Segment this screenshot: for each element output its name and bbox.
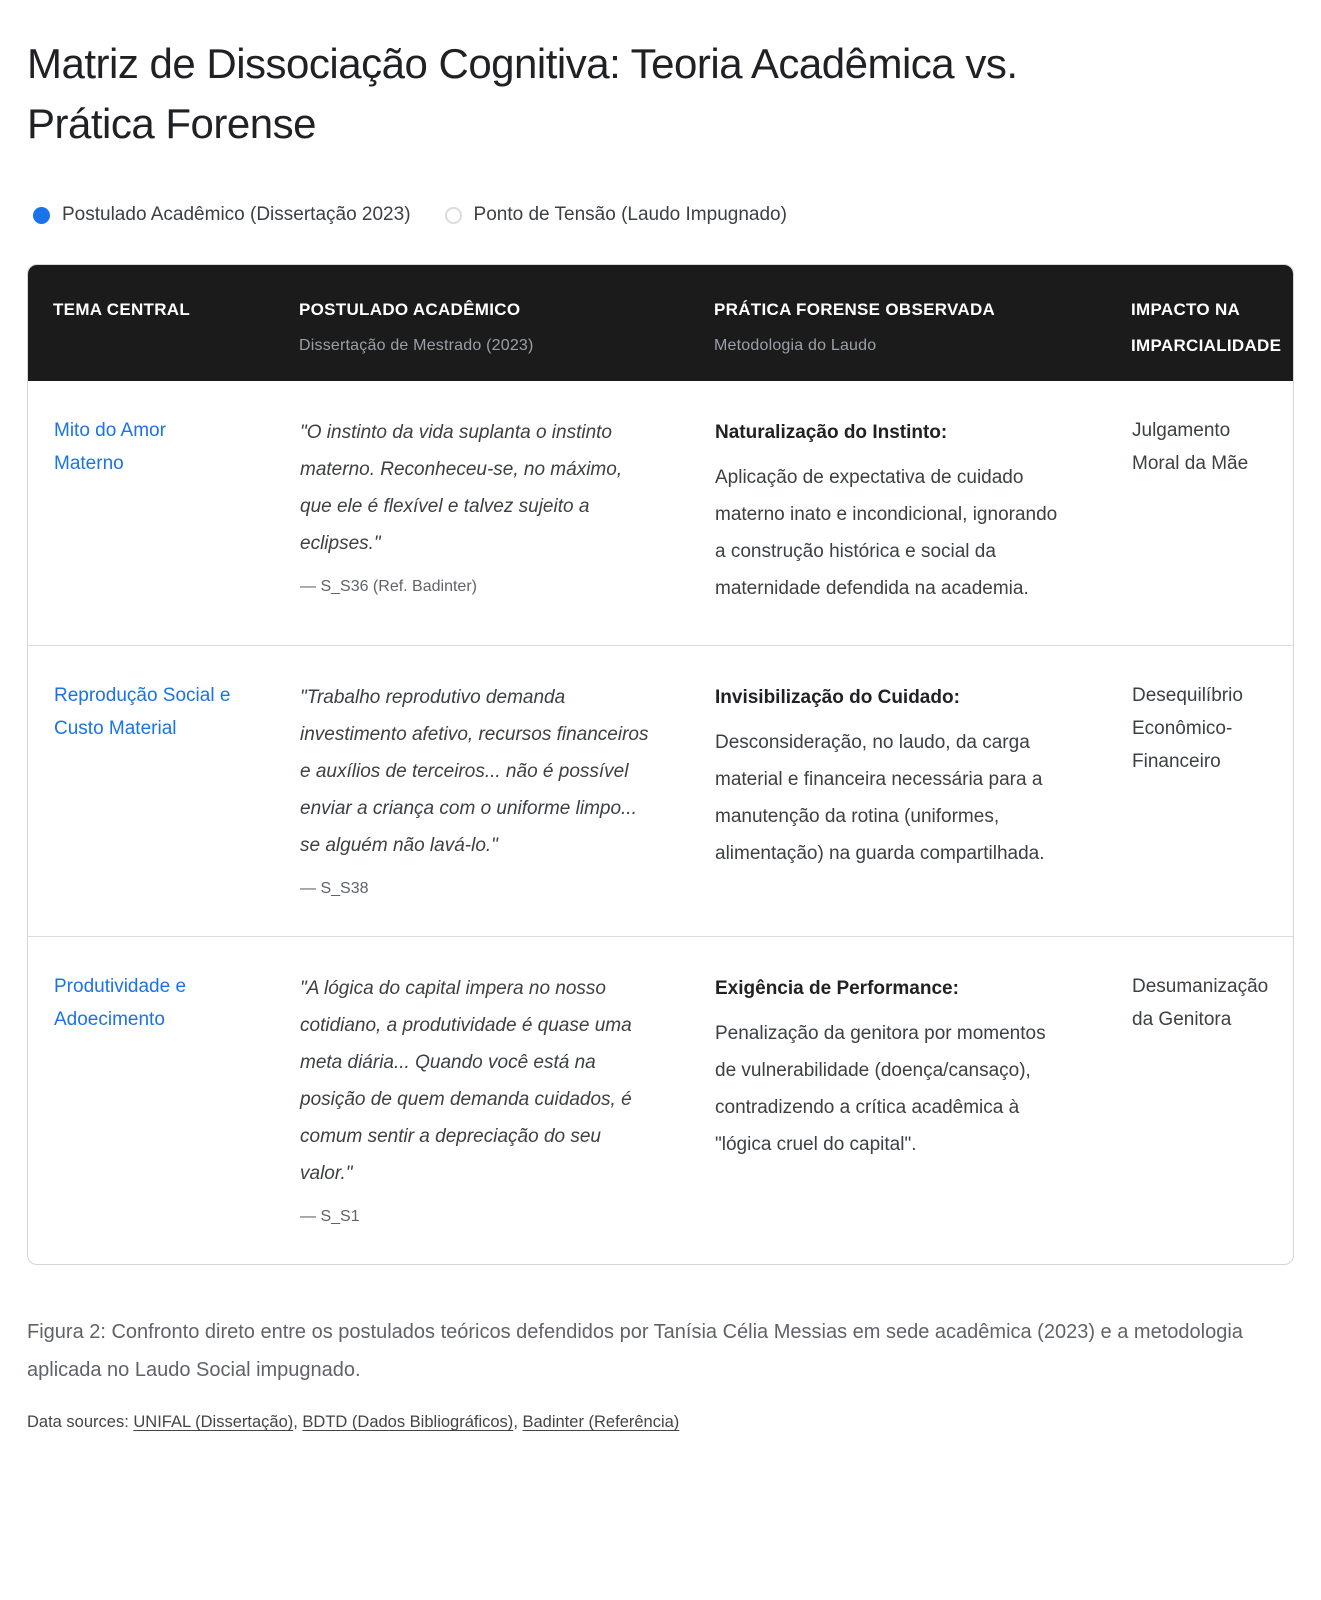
table-row xyxy=(28,936,1293,1264)
legend-item-ponto-de-tensao[interactable] xyxy=(445,204,787,226)
theme-link[interactable]: Reprodução Social e Custo Material xyxy=(54,685,231,739)
source-separator: , xyxy=(513,1413,523,1431)
source-link-unifal[interactable]: UNIFAL (Dissertação) xyxy=(133,1413,294,1431)
hollow-dot-icon xyxy=(445,207,462,224)
quote-text: "A lógica do capital impera no nosso cotidiano, a produtividade é quase uma meta diária... Quando você está na posição de quem demanda cuidados, é comum sentir a depreciação do seu valor." xyxy=(300,978,632,1184)
legend-item-label: Ponto de Tensão (Laudo Impugnado) xyxy=(473,204,787,225)
column-title: PRÁTICA FORENSE OBSERVADA xyxy=(714,300,996,319)
practice-body: Desconsideração, no laudo, da carga material e financeira necessária para a manutenção da rotina (uniformes, alimentação) na guarda compartilhada. xyxy=(715,732,1045,864)
filled-dot-icon xyxy=(33,207,50,224)
column-header-impacto xyxy=(1105,292,1294,364)
comparison-table xyxy=(27,264,1294,1265)
practice-body: Aplicação de expectativa de cuidado materno inato e incondicional, ignorando a construção histórica e social da maternidade defendida na academia. xyxy=(715,467,1058,599)
column-title: POSTULADO ACADÊMICO xyxy=(299,300,521,319)
source-link-badinter[interactable]: Badinter (Referência) xyxy=(522,1413,680,1431)
column-header-tema-central xyxy=(27,292,273,364)
table-header xyxy=(27,264,1294,381)
impact-text: Desequilíbrio Econômico-Financeiro xyxy=(1132,685,1243,772)
quote-cell xyxy=(274,679,689,898)
quote-cell xyxy=(274,414,689,607)
practice-cell xyxy=(689,679,1106,898)
source-link-bdtd[interactable]: BDTD (Dados Bibliográficos) xyxy=(302,1413,514,1431)
quote-citation: — S_S38 xyxy=(300,880,369,897)
column-title: IMPACTO NA IMPARCIALIDADE xyxy=(1131,300,1282,355)
impact-text: Desumanização da Genitora xyxy=(1132,976,1269,1030)
theme-cell xyxy=(28,970,274,1226)
table-row xyxy=(28,645,1293,936)
source-separator: , xyxy=(293,1413,303,1431)
page-title-line2: Prática Forense xyxy=(27,100,316,147)
theme-cell xyxy=(28,679,274,898)
page-title-line1: Matriz de Dissociação Cognitiva: Teoria Acadêmica vs. xyxy=(27,40,1018,87)
column-subtitle: Dissertação de Mestrado (2023) xyxy=(299,337,534,354)
impact-text: Julgamento Moral da Mãe xyxy=(1132,420,1249,474)
column-header-postulado-academico xyxy=(273,292,688,364)
impact-cell xyxy=(1106,970,1293,1226)
theme-cell xyxy=(28,414,274,607)
column-header-pratica-forense xyxy=(688,292,1105,364)
legend xyxy=(27,204,1294,226)
theme-link[interactable]: Produtividade e Adoecimento xyxy=(54,976,187,1030)
practice-title: Naturalização do Instinto: xyxy=(715,422,948,443)
legend-item-label: Postulado Acadêmico (Dissertação 2023) xyxy=(62,204,411,225)
page-title xyxy=(27,34,1294,154)
figure-caption: Figura 2: Confronto direto entre os postulados teóricos defendidos por Tanísia Célia Messias em sede acadêmica (2023) e a metodologia aplicada no Laudo Social impugnado. xyxy=(27,1321,1243,1381)
quote-text: "Trabalho reprodutivo demanda investimento afetivo, recursos financeiros e auxílios de terceiros... não é possível enviar a criança com o uniforme limpo... se alguém não lavá-lo." xyxy=(300,687,649,856)
data-sources xyxy=(27,1413,1294,1432)
impact-cell xyxy=(1106,414,1293,607)
practice-title: Invisibilização do Cuidado: xyxy=(715,687,960,708)
practice-title: Exigência de Performance: xyxy=(715,978,959,999)
quote-citation: — S_S36 (Ref. Badinter) xyxy=(300,578,477,595)
column-title: TEMA CENTRAL xyxy=(53,300,191,319)
legend-item-postulado-academico[interactable] xyxy=(33,204,411,226)
practice-body: Penalização da genitora por momentos de vulnerabilidade (doença/cansaço), contradizendo a crítica acadêmica à "lógica cruel do capital". xyxy=(715,1023,1046,1155)
practice-cell xyxy=(689,414,1106,607)
table-row xyxy=(28,381,1293,645)
column-subtitle: Metodologia do Laudo xyxy=(714,337,877,354)
quote-citation: — S_S1 xyxy=(300,1208,360,1225)
quote-cell xyxy=(274,970,689,1226)
data-sources-prefix: Data sources: xyxy=(27,1413,134,1431)
impact-cell xyxy=(1106,679,1293,898)
theme-link[interactable]: Mito do Amor Materno xyxy=(54,420,166,474)
quote-text: "O instinto da vida suplanta o instinto materno. Reconheceu-se, no máximo, que ele é flexível e talvez sujeito a eclipses." xyxy=(300,422,623,554)
practice-cell xyxy=(689,970,1106,1226)
